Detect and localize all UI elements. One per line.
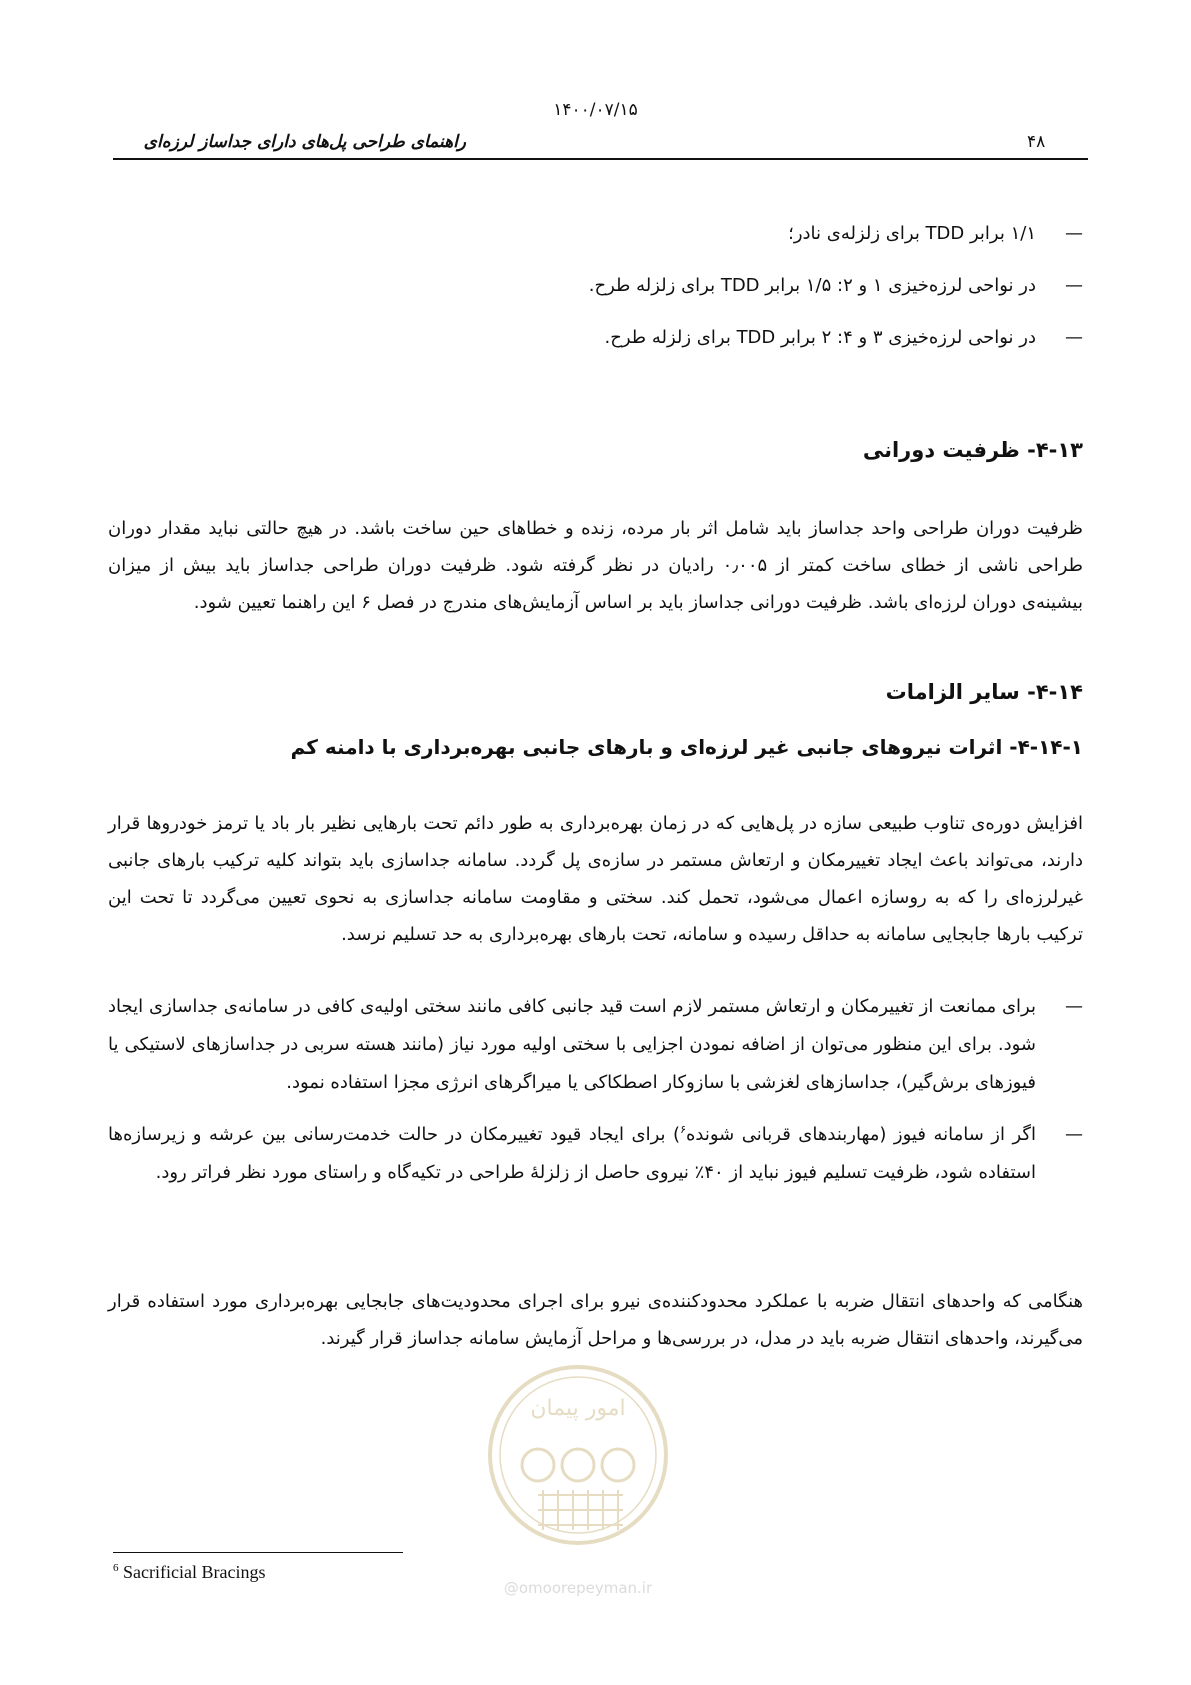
list-item: — برای ممانعت از تغییرمکان و ارتعاش مستمر لازم است قید جانبی کافی مانند سختی اولیه‌ی کافی در سامانه‌ی جداسازی ایجاد شود. برای این منظور می‌توان از اضافه نمودن اجزایی با سختی اولیه مورد نیاز (مانند هسته سربی در جداسازهای لاستیکی یا فیوزهای برش‌گیر)، جداسازهای لغزشی با سازوکار اصطکاکی یا میراگرهای انرژی مجزا استفاده نمود. <box>108 988 1083 1102</box>
footnote-number: 6 <box>113 1562 119 1574</box>
requirements-bullet-list <box>108 988 1083 1206</box>
footnote-text: Sacrificial Bracings <box>123 1562 266 1582</box>
list-item: — اگر از سامانه فیوز (مهاربندهای قربانی شونده$^۶$) برای ایجاد قیود تغییرمکان در حالت خدمت‌رسانی بین عرشه و زیرسازه‌ها استفاده شود، ظرفیت تسلیم فیوز نباید از ۴۰٪ نیروی حاصل از زلزلهٔ طراحی در تکیه‌گاه و راستای مورد نظر فراتر رود. <box>108 1116 1083 1192</box>
top-bullet-list <box>183 208 1083 364</box>
list-item: — در نواحی لرزه‌خیزی ۱ و ۲: ۱/۵ برابر TDD برای زلزله طرح. <box>183 260 1083 312</box>
list-item: — ۱/۱ برابر TDD برای زلزله‌ی نادر؛ <box>183 208 1083 260</box>
page-number: ۴۸ <box>1027 132 1046 152</box>
subsection-heading-non-seismic-loads: ۴-۱۴-۱- اثرات نیروهای جانبی غیر لرزه‌ای و بارهای جانبی بهره‌برداری با دامنه کم <box>290 735 1083 759</box>
watermark-top-text: امور پیمان <box>530 1396 626 1421</box>
bullet-dash: — <box>1065 1124 1083 1145</box>
header-rule <box>113 158 1088 160</box>
running-header-title: راهنمای طراحی پل‌های دارای جداساز لرزه‌ای <box>143 132 466 152</box>
bullet-dash: — <box>1065 223 1083 244</box>
watermark-logo <box>478 1355 678 1605</box>
rotation-capacity-paragraph: ظرفیت دوران طراحی واحد جداساز باید شامل اثر بار مرده، زنده و خطاهای حین ساخت باشد. در هیچ حالتی نباید مقدار دوران طراحی ناشی از خطای ساخت کمتر از ۰٫۰۰۵ رادیان در نظر گرفته شود. ظرفیت دوران طراحی جداساز باید بیش از میزان بیشینه‌ی دوران لرزه‌ای باشد. ظرفیت دورانی جداساز باید بر اساس آزمایش‌های مندرج در فصل ۶ این راهنما تعیین شود. <box>108 518 1083 613</box>
shock-transmission-paragraph: هنگامی که واحدهای انتقال ضربه با عملکرد محدودکننده‌ی نیرو برای اجرای محدودیت‌های جابجایی بهره‌برداری مورد استفاده قرار می‌گیرند، واحدهای انتقال ضربه باید در مدل، در بررسی‌ها و مراحل آزمایش سامانه جداساز قرار گیرند. <box>108 1291 1083 1349</box>
section-heading-rotation-capacity: ۴-۱۳- ظرفیت دورانی <box>862 438 1083 462</box>
bullet-dash: — <box>1065 275 1083 296</box>
watermark-handle-text: @omoorepeyman.ir <box>503 1579 653 1597</box>
bullet-dash: — <box>1065 996 1083 1017</box>
bullet-dash: — <box>1065 327 1083 348</box>
non-seismic-loads-paragraph: افزایش دوره‌ی تناوب طبیعی سازه در پل‌هایی که در زمان بهره‌برداری به طور دائم تحت بارهایی نظیر بار باد یا ترمز خودروها قرار دارند، می‌تواند باعث ایجاد تغییرمکان و ارتعاش مستمر در سازه‌ی پل گردد. سامانه جداسازی باید بتواند کلیه ترکیب بارهای جانبی غیرلرزه‌ای را که به روسازه اعمال می‌شود، تحمل کند. سختی و مقاومت سامانه جداسازی به نحوی تعیین می‌گردد تا تحت این ترکیب بارها جابجایی سامانه به حداقل رسیده و سامانه، تحت بارهای بهره‌برداری به حد تسلیم نرسد. <box>108 813 1083 945</box>
footnote-rule <box>113 1552 403 1553</box>
section-heading-other-requirements: ۴-۱۴- سایر الزامات <box>885 680 1083 704</box>
footnote <box>113 1562 265 1583</box>
document-date: ۱۴۰۰/۰۷/۱۵ <box>553 100 638 120</box>
footnote-marker: ۶ <box>680 1123 686 1136</box>
list-item: — در نواحی لرزه‌خیزی ۳ و ۴: ۲ برابر TDD برای زلزله طرح. <box>183 312 1083 364</box>
